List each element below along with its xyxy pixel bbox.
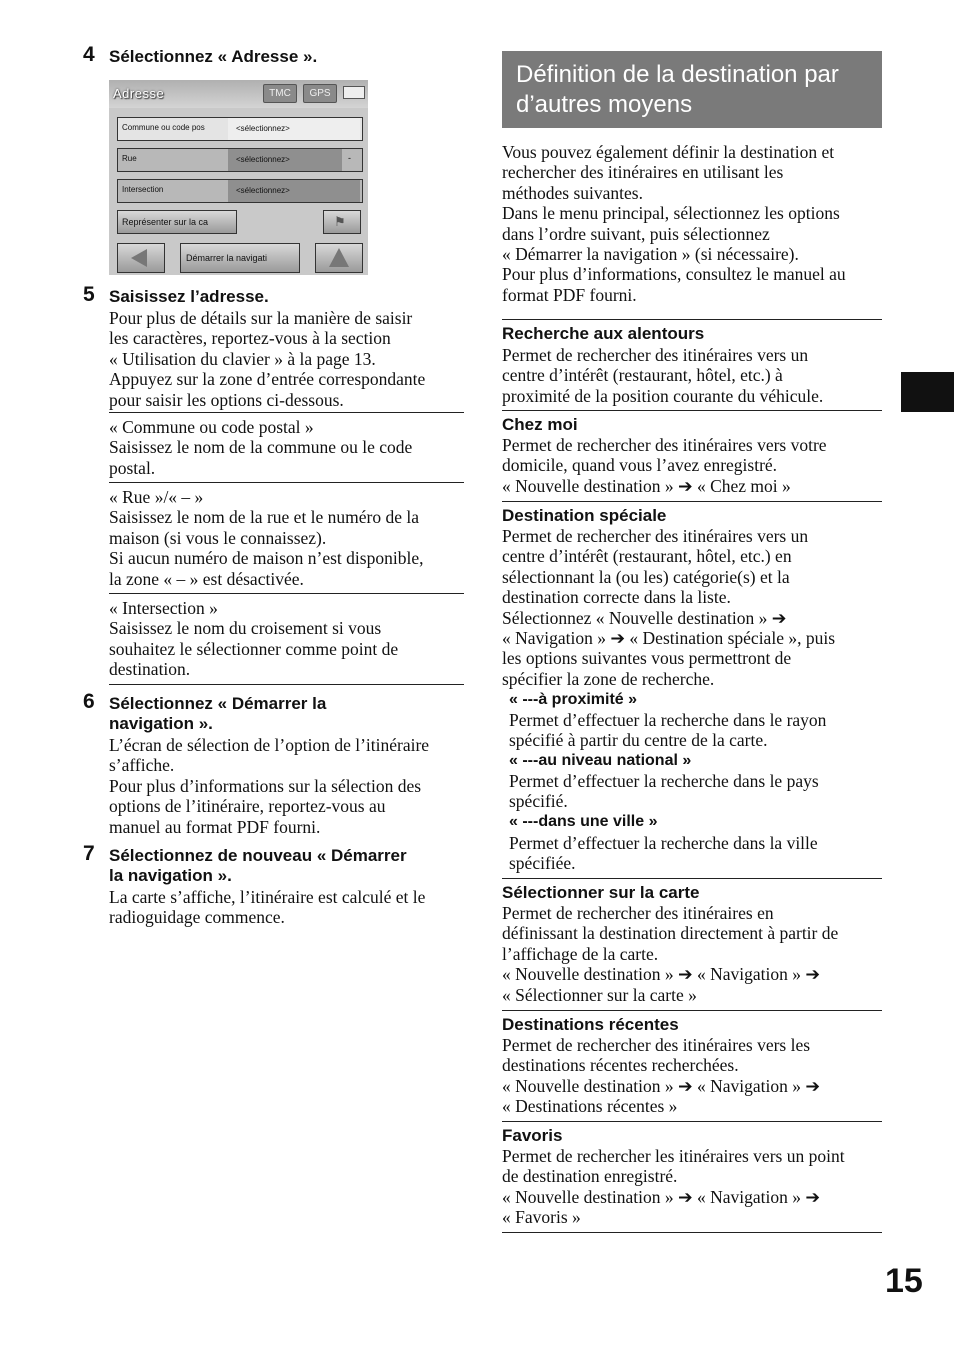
step-7-heading (109, 846, 407, 886)
text-line: centre d’intérêt (restaurant, hôtel, etc.) en (502, 546, 792, 567)
text-line: postal. (109, 457, 156, 478)
text-line: Permet de rechercher des itinéraires en (502, 903, 774, 923)
text-line: Saisissez le nom du croisement si vous (109, 618, 382, 639)
text-line: destination. (109, 659, 191, 680)
text-line: Permet d’effectuer la recherche dans la ville (509, 833, 818, 853)
text-line: l’affichage de la carte. (502, 943, 659, 964)
subsection-heading: « ---à proximité » (509, 691, 638, 708)
intersection-row-value: <sélectionnez> (228, 180, 360, 202)
step-5-number: 5 (83, 283, 95, 306)
arrow-left-icon (131, 249, 147, 267)
section-body (502, 1146, 845, 1228)
text-line: « Navigation » ➔ « Destination spéciale », puis (502, 628, 836, 649)
text-line: maison (si vous le connaissez). (109, 527, 327, 548)
text-line: destination correcte dans la liste. (502, 587, 731, 608)
text-line: de destination enregistré. (502, 1166, 678, 1187)
street-row[interactable] (117, 148, 363, 172)
divider (502, 1121, 882, 1122)
section-heading: Favoris (502, 1126, 563, 1145)
text-line: spécifier la zone de recherche. (502, 668, 715, 689)
text-line: définissant la destination directement à partir de (502, 923, 839, 944)
text-line: Dans le menu principal, sélectionnez les options (502, 203, 840, 224)
navigation-arrow-icon (329, 248, 349, 267)
show-on-map-button[interactable] (117, 210, 237, 234)
text-line: pour saisir les options ci-dessous. (109, 389, 344, 410)
text-line: « Rue »/« – » (109, 487, 204, 507)
text-line: Sélectionnez « Nouvelle destination » ➔ (502, 607, 787, 628)
title-line: Définition de la destination par (516, 61, 839, 88)
section-heading: Sélectionner sur la carte (502, 883, 700, 902)
text-line: spécifié à partir du centre de la carte. (509, 730, 768, 751)
section-heading: Chez moi (502, 415, 578, 434)
text-line: « Démarrer la navigation » (si nécessaire). (502, 244, 799, 265)
step-4-heading: Sélectionnez « Adresse ». (109, 47, 318, 66)
flag-icon: ⚑ (334, 214, 346, 229)
text-line: Permet de rechercher les itinéraires vers un point (502, 1146, 845, 1166)
intro-paragraph (502, 142, 846, 305)
screenshot-title: Adresse (113, 86, 165, 101)
step-6-body (109, 735, 429, 837)
divider (502, 878, 882, 879)
heading-line: la navigation ». (109, 866, 232, 885)
text-line: « Favoris » (502, 1207, 581, 1228)
text-line: centre d’intérêt (restaurant, hôtel, etc.) à (502, 365, 783, 386)
section-body (502, 345, 823, 406)
section-title (516, 60, 876, 120)
subsection-body (509, 833, 818, 874)
street-row-label: Rue (122, 154, 137, 163)
title-line: d’autres moyens (516, 91, 693, 118)
subsection-heading: « ---au niveau national » (509, 752, 692, 769)
commune-row[interactable] (117, 117, 363, 141)
divider (502, 410, 882, 411)
text-line: « Utilisation du clavier » à la page 13. (109, 348, 376, 369)
text-line: options de l’itinéraire, reportez-vous au (109, 796, 386, 817)
divider (109, 482, 464, 483)
text-line: les options suivantes vous permettront de (502, 648, 792, 669)
section-heading: Recherche aux alentours (502, 324, 705, 343)
text-line: « Intersection » (109, 598, 218, 618)
subsection-body (509, 771, 819, 812)
section-body (502, 526, 835, 689)
text-line: Pour plus d’informations sur la sélection des (109, 775, 422, 796)
text-line: Permet de rechercher des itinéraires vers un (502, 526, 809, 546)
tmc-badge: TMC (263, 84, 297, 103)
text-line: Pour plus d’informations, consultez le manuel au (502, 264, 846, 285)
option-commune (109, 417, 412, 478)
text-line: « Nouvelle destination » ➔ « Navigation » ➔ (502, 1186, 821, 1207)
divider (502, 1010, 882, 1011)
subsection-heading: « ---dans une ville » (509, 813, 658, 830)
text-line: Permet de rechercher des itinéraires vers votre (502, 435, 827, 455)
section-body (502, 435, 827, 496)
text-line: Pour plus de détails sur la manière de saisir (109, 308, 413, 328)
text-line: spécifié. (509, 791, 568, 812)
battery-icon (343, 86, 365, 99)
address-screenshot (109, 80, 368, 275)
start-navigation-label: Démarrer la navigati (186, 253, 268, 263)
show-on-map-label: Représenter sur la ca (122, 217, 209, 227)
step-6-heading (109, 694, 326, 734)
text-line: Appuyez sur la zone d’entrée correspondante (109, 369, 426, 390)
step-7-number: 7 (83, 842, 95, 865)
step-6-number: 6 (83, 690, 95, 713)
section-banner (502, 51, 882, 128)
divider (502, 319, 882, 320)
section-heading: Destination spéciale (502, 506, 667, 525)
text-line: « Sélectionner sur la carte » (502, 984, 697, 1005)
intersection-row[interactable] (117, 179, 363, 203)
text-line: Saisissez le nom de la rue et le numéro de la (109, 507, 420, 528)
page-number: 15 (885, 1262, 923, 1300)
step-5-body (109, 308, 425, 410)
text-line: la zone « – » est désactivée. (109, 568, 304, 589)
text-line: proximité de la position courante du véhicule. (502, 385, 824, 406)
text-line: « Nouvelle destination » ➔ « Chez moi » (502, 475, 791, 496)
text-line: « Commune ou code postal » (109, 417, 314, 437)
section-heading: Destinations récentes (502, 1015, 679, 1034)
commune-row-label: Commune ou code pos (122, 123, 205, 132)
text-line: les caractères, reportez-vous à la section (109, 328, 391, 349)
text-line: domicile, quand vous l’avez enregistré. (502, 455, 778, 476)
option-intersection (109, 598, 398, 680)
text-line: sélectionnant la (ou les) catégorie(s) et la (502, 566, 790, 587)
text-line: destinations récentes recherchées. (502, 1055, 739, 1076)
step-7-body (109, 887, 425, 928)
text-line: s’affiche. (109, 755, 175, 776)
divider (502, 501, 882, 502)
heading-line: Sélectionnez de nouveau « Démarrer (109, 846, 407, 865)
subsection-body (509, 710, 826, 751)
text-line: manuel au format PDF fourni. (109, 816, 321, 837)
gps-badge: GPS (303, 84, 337, 103)
divider (109, 593, 464, 594)
text-line: La carte s’affiche, l’itinéraire est calculé et le (109, 887, 426, 907)
section-body (502, 1035, 820, 1117)
text-line: dans l’ordre suivant, puis sélectionnez (502, 223, 770, 244)
text-line: méthodes suivantes. (502, 182, 643, 203)
text-line: Permet d’effectuer la recherche dans le pays (509, 771, 819, 791)
house-number-field[interactable]: - (348, 153, 351, 163)
text-line: « Nouvelle destination » ➔ « Navigation » ➔ (502, 964, 821, 985)
start-navigation-button[interactable] (180, 243, 300, 273)
text-line: rechercher des itinéraires en utilisant les (502, 162, 784, 183)
option-street (109, 487, 423, 589)
step-4-number: 4 (83, 43, 95, 66)
street-row-value: <sélectionnez> (228, 149, 342, 171)
text-line: Permet de rechercher des itinéraires vers un (502, 345, 809, 365)
text-line: « Destinations récentes » (502, 1096, 678, 1117)
navigate-button[interactable] (315, 243, 363, 273)
text-line: « Nouvelle destination » ➔ « Navigation » ➔ (502, 1075, 821, 1096)
text-line: L’écran de sélection de l’option de l’itinéraire (109, 735, 430, 755)
text-line: Permet d’effectuer la recherche dans le rayon (509, 710, 827, 730)
text-line: spécifiée. (509, 853, 576, 874)
text-line: Vous pouvez également définir la destination et (502, 142, 835, 162)
text-line: Saisissez le nom de la commune ou le code (109, 437, 413, 458)
text-line: souhaitez le sélectionner comme point de (109, 638, 399, 659)
heading-line: navigation ». (109, 714, 213, 733)
chapter-tab (901, 372, 954, 412)
divider (109, 684, 464, 685)
text-line: Si aucun numéro de maison n’est disponible, (109, 548, 424, 569)
text-line: radioguidage commence. (109, 907, 285, 928)
heading-line: Sélectionnez « Démarrer la (109, 694, 327, 713)
divider (502, 1232, 882, 1233)
section-body (502, 903, 838, 1005)
text-line: Permet de rechercher des itinéraires vers les (502, 1035, 811, 1055)
divider (109, 412, 464, 413)
save-favorite-button[interactable] (323, 210, 361, 234)
commune-row-value: <sélectionnez> (228, 118, 360, 140)
intersection-row-label: Intersection (122, 185, 164, 194)
text-line: format PDF fourni. (502, 284, 637, 305)
step-5-heading: Saisissez l’adresse. (109, 287, 269, 306)
back-button[interactable] (117, 243, 165, 273)
